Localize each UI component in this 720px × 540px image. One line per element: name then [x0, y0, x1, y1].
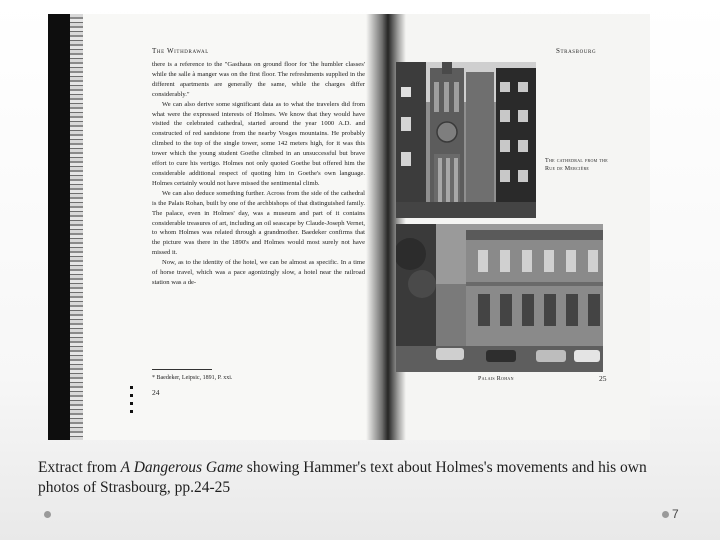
caption-prefix: Extract from [38, 459, 121, 476]
left-page-number: 24 [152, 388, 160, 397]
palais-rohan-photo [396, 224, 603, 372]
page-edge-stripe [70, 14, 83, 440]
paragraph: We can also deduce something further. Across from the side of the cathedral is the Palais Rohan, built by one of the archbishops of that distinguished family. The palace, even in Holmes' day, was a museum and part of it contains considerable treasures of art, including an oil seascape by Claude-Joseph Vernet, to whom Holmes was related through a grandmother. Baedeker confirms that the picture was there in the 1890's and Holmes would most surely not have missed it. [152, 189, 365, 257]
left-running-head: The Withdrawal [152, 47, 209, 55]
left-page-body [152, 60, 365, 288]
left-bullet-dot [44, 511, 51, 518]
cathedral-caption: The cathedral from the Rue de Mercière [545, 158, 608, 172]
footnote: * Baedeker, Leipsic, 1891, P. xxi. [152, 375, 233, 381]
scan-dark-border [48, 14, 70, 440]
paragraph: Now, as to the identity of the hotel, we can be almost as specific. In a time of horse travel, which was a pace agonizingly slow, a hotel near the railroad station was a de- [152, 259, 365, 286]
slide-caption [38, 458, 678, 498]
right-page-number: 25 [599, 374, 607, 383]
page-edge-marks [130, 386, 134, 418]
paragraph: We can also derive some significant data as to what the travelers did from what were the expressed interests of Holmes. We know that they would have visited the celebrated cathedral, started around the year 1000 A.D. and constructed of red sandstone from the nearby Vosges mountains. He probably climbed to the top of the single tower, some 142 meters high, for it was this tower which the young student Goethe climbed in an unsuccessful but brave effort to cure his vertigo. Holmes not only quoted Goethe but offered him the considerable additional respect of quoting him in Goethe's own language. Holmes certainly would not have missed the sentimental climb. [152, 100, 365, 187]
footnote-rule [152, 369, 212, 370]
slide-number: 7 [672, 507, 679, 521]
right-bullet-dot [662, 511, 669, 518]
book-title: A Dangerous Game [120, 459, 243, 476]
paragraph: there is a reference to the "Gasthaus on ground floor for 'the humbler classes' while the salle à manger was on the first floor. The refreshments supplied in the different apartments are generally the same, while the charges differ considerably." [152, 61, 365, 98]
cathedral-photo [396, 62, 536, 218]
palais-rohan-caption: Palais Rohan [478, 376, 514, 382]
right-running-head: Strasbourg [556, 47, 597, 55]
book-scan-image [48, 14, 650, 440]
caption-suffix: showing Hammer's text about Holmes's movements and his own photos of Strasbourg, pp.24-25 [38, 459, 647, 496]
